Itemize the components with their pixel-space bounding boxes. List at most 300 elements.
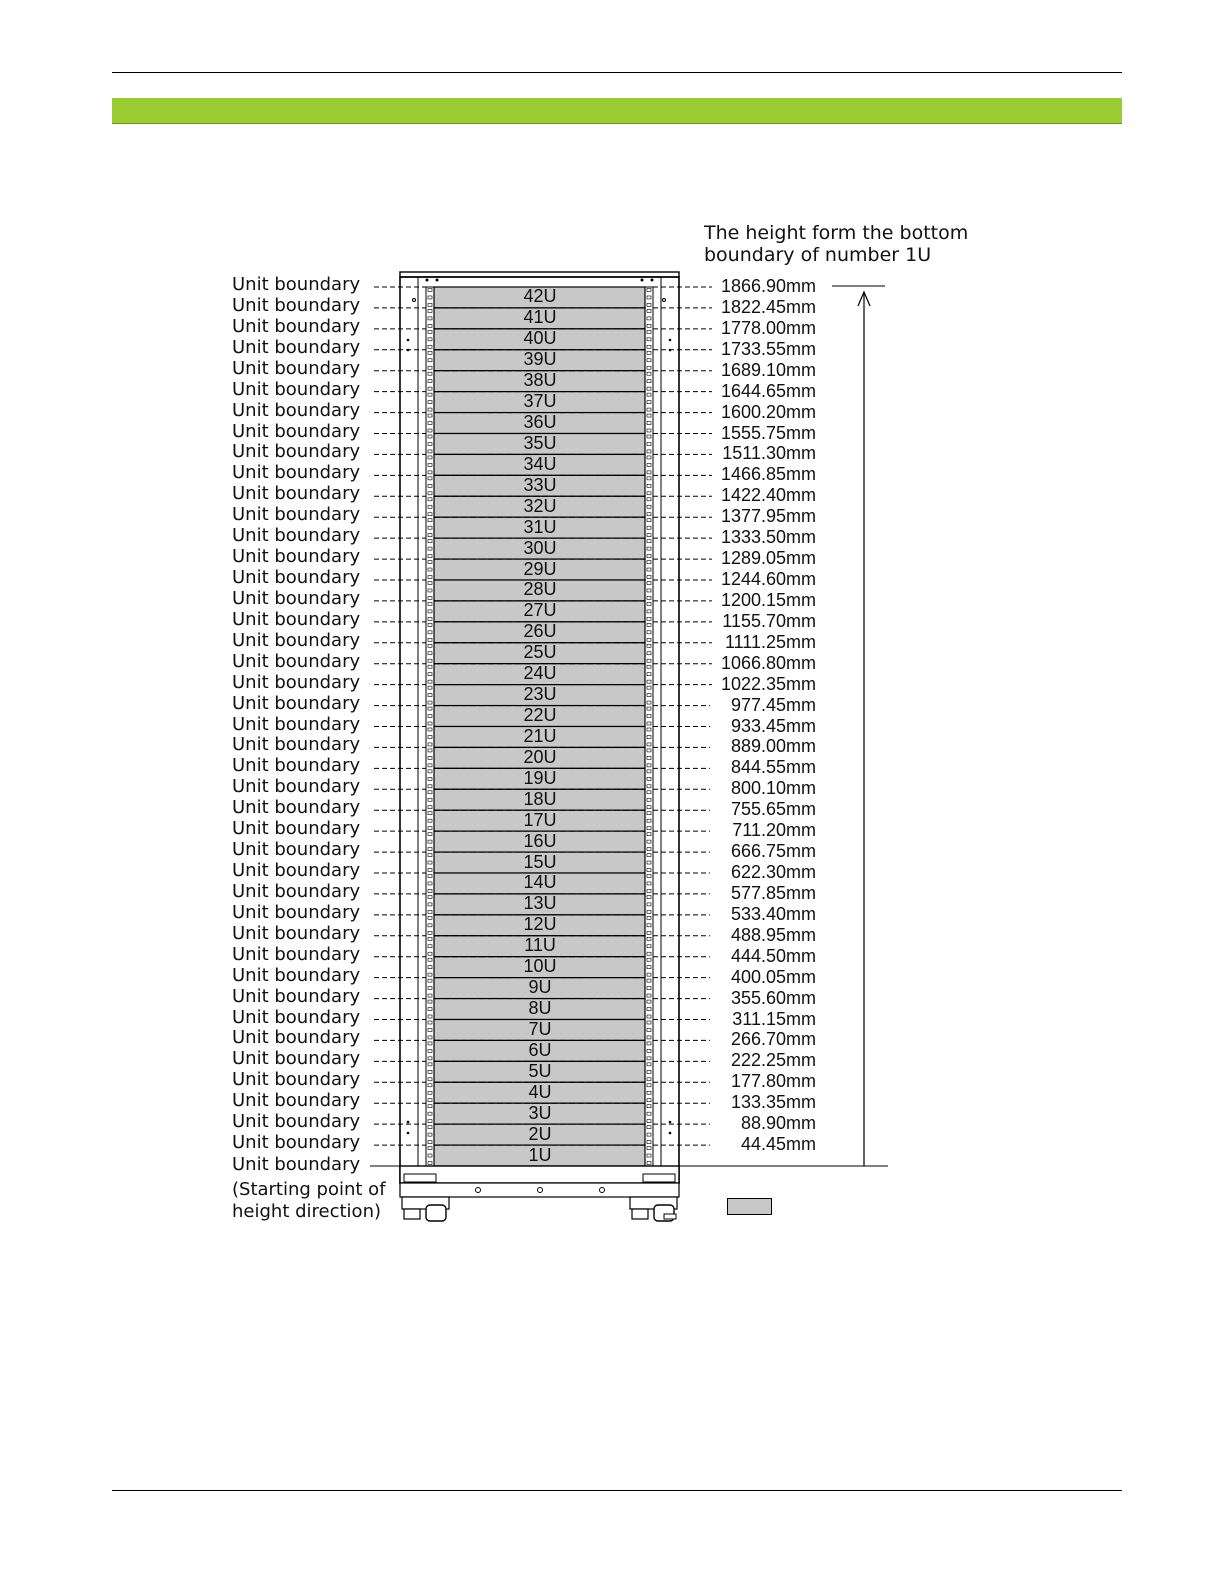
boundary-height-value: 1466.85mm <box>720 464 816 485</box>
rail-hole <box>428 827 432 830</box>
rail-hole <box>647 1084 651 1087</box>
rail-hole <box>647 1105 651 1108</box>
rail-hole <box>428 1099 432 1102</box>
rail-hole <box>647 596 651 599</box>
boundary-height-value: 88.90mm <box>740 1113 816 1134</box>
unit-number-label: 35U <box>523 432 557 453</box>
boundary-height-value: 1155.70mm <box>722 610 816 631</box>
rail-hole <box>647 1141 651 1144</box>
rail-hole <box>647 422 651 425</box>
unit-boundary-label: Unit boundary <box>232 1048 361 1070</box>
unit-boundary-label: Unit boundary <box>232 441 361 463</box>
rail-hole <box>647 861 651 864</box>
rail-hole <box>647 576 651 579</box>
rail-hole <box>428 408 432 411</box>
rail-hole <box>428 777 432 780</box>
unit-number-label: 32U <box>523 495 557 516</box>
unit-number-label: 4U <box>528 1081 552 1102</box>
rail-hole <box>647 1028 651 1031</box>
rail-hole <box>647 987 651 990</box>
rail-hole <box>647 756 651 759</box>
unit-boundary-label: Unit boundary <box>232 985 361 1007</box>
unit-boundary-label: Unit boundary <box>232 713 361 735</box>
unit-number-label: 36U <box>523 412 557 433</box>
boundary-height-value: 1022.35mm <box>720 673 816 694</box>
side-screw-dot <box>669 1132 672 1135</box>
rail-hole <box>647 1042 651 1045</box>
rail-hole <box>428 1015 432 1018</box>
right-mounting-rail <box>645 287 653 1166</box>
rail-hole <box>428 450 432 453</box>
rail-hole <box>428 889 432 892</box>
rail-hole <box>647 1021 651 1024</box>
rail-hole <box>428 1008 432 1011</box>
rail-hole <box>647 589 651 592</box>
rail-hole <box>428 513 432 516</box>
rail-hole <box>647 770 651 773</box>
rail-hole <box>428 994 432 997</box>
boundary-height-value: 711.20mm <box>732 820 816 841</box>
rail-hole <box>428 694 432 697</box>
rail-hole <box>428 791 432 794</box>
rail-hole <box>647 414 651 417</box>
unit-boundary-label: Unit boundary <box>232 901 361 923</box>
unit-boundary-label: Unit boundary <box>232 650 361 672</box>
unit-number-label: 37U <box>523 391 557 412</box>
top-screw-dot <box>651 279 654 282</box>
rail-hole <box>647 568 651 571</box>
rail-hole <box>428 743 432 746</box>
unit-number-label: 16U <box>523 830 557 851</box>
unit-boundary-label: Unit boundary <box>232 755 361 777</box>
rail-hole <box>647 827 651 830</box>
unit-number-label: 29U <box>523 558 557 579</box>
unit-boundary-label: Unit boundary <box>232 608 361 630</box>
rail-hole <box>428 903 432 906</box>
boundary-height-value: 533.40mm <box>730 903 816 924</box>
rail-hole <box>428 519 432 522</box>
rail-hole <box>428 610 432 613</box>
height-reference-note <box>704 222 968 266</box>
unit-boundary-label: Unit boundary <box>232 587 361 609</box>
rail-hole <box>647 456 651 459</box>
rail-hole <box>647 937 651 940</box>
unit-number-label: 22U <box>523 705 557 726</box>
side-screw-dot <box>413 299 416 302</box>
boundary-height-value: 44.45mm <box>740 1134 816 1155</box>
unit-number-label: 19U <box>523 767 557 788</box>
unit-boundary-label: Unit boundary <box>232 378 361 400</box>
side-screw-dot <box>407 1121 410 1124</box>
unit-boundary-label: Unit boundary <box>232 734 361 756</box>
rail-hole <box>428 289 432 292</box>
rail-hole <box>647 854 651 857</box>
rail-hole <box>428 1021 432 1024</box>
rail-hole <box>428 1126 432 1129</box>
rail-hole <box>647 638 651 641</box>
rail-hole <box>428 952 432 955</box>
side-screw-dot <box>669 1121 672 1124</box>
rail-hole <box>647 882 651 885</box>
unit-boundary-label: Unit boundary <box>232 504 361 526</box>
unit-boundary-label: Unit boundary <box>232 420 361 442</box>
boundary-height-value: 1866.90mm <box>720 276 816 296</box>
boundary-height-value: 1555.75mm <box>720 422 816 443</box>
rail-hole <box>647 707 651 710</box>
rail-hole <box>647 791 651 794</box>
boundary-height-value: 1644.65mm <box>720 380 816 401</box>
side-screw-dot <box>407 1132 410 1135</box>
rail-hole <box>647 296 651 299</box>
legend-swatch <box>727 1198 772 1215</box>
boundary-height-value: 222.25mm <box>730 1050 816 1071</box>
rail-hole <box>647 1147 651 1150</box>
unit-boundary-label: Unit boundary <box>232 1111 361 1133</box>
unit-number-label: 6U <box>528 1039 552 1060</box>
rail-hole <box>647 1099 651 1102</box>
boundary-height-value: 488.95mm <box>730 924 816 945</box>
rail-hole <box>428 848 432 851</box>
rail-hole <box>428 973 432 976</box>
rail-hole <box>428 477 432 480</box>
boundary-height-value: 1289.05mm <box>720 548 816 569</box>
rail-hole <box>428 359 432 362</box>
boundary-height-value: 622.30mm <box>730 862 816 882</box>
unit-number-label: 1U <box>528 1144 552 1165</box>
rail-hole <box>647 785 651 788</box>
starting-point-note <box>232 1179 386 1223</box>
rail-hole <box>647 916 651 919</box>
boundary-height-value: 1422.40mm <box>720 485 816 506</box>
rail-hole <box>647 324 651 327</box>
rail-hole <box>428 715 432 718</box>
boundary-height-value: 577.85mm <box>730 882 816 903</box>
boundary-height-value: 1600.20mm <box>720 401 816 422</box>
unit-boundary-label: Unit boundary <box>232 818 361 840</box>
rail-hole <box>647 764 651 767</box>
rail-hole <box>647 602 651 605</box>
rail-hole <box>428 435 432 438</box>
starting-point-note-line-2: height direction) <box>232 1201 382 1222</box>
rail-hole <box>647 498 651 501</box>
rail-hole <box>647 903 651 906</box>
rail-hole <box>428 393 432 396</box>
rail-hole <box>428 1105 432 1108</box>
rail-hole <box>428 547 432 550</box>
rail-hole <box>428 840 432 843</box>
rail-hole <box>647 952 651 955</box>
rail-hole <box>647 463 651 466</box>
side-screw-dot <box>669 339 672 342</box>
rail-hole <box>647 429 651 432</box>
left-leveling-foot <box>404 1209 420 1219</box>
unit-boundary-label: Unit boundary <box>232 1132 361 1154</box>
rail-hole <box>428 728 432 731</box>
rail-hole <box>428 931 432 934</box>
rail-hole <box>428 540 432 543</box>
rail-hole <box>428 1070 432 1073</box>
rail-hole <box>428 456 432 459</box>
unit-boundary-label: Unit boundary <box>232 880 361 902</box>
rail-hole <box>647 387 651 390</box>
unit-boundary-label: Unit boundary <box>232 462 361 484</box>
rail-hole <box>428 869 432 872</box>
unit-number-label: 38U <box>523 370 557 391</box>
rail-hole <box>647 652 651 655</box>
unit-number-label: 23U <box>523 684 557 705</box>
unit-boundary-label: Unit boundary <box>232 964 361 986</box>
boundary-height-value: 755.65mm <box>730 799 816 820</box>
rail-hole <box>428 1133 432 1136</box>
rail-hole <box>428 463 432 466</box>
boundary-height-value: 1377.95mm <box>720 506 816 527</box>
rail-hole <box>647 309 651 312</box>
rail-hole <box>647 743 651 746</box>
unit-boundary-label: Unit boundary <box>232 629 361 651</box>
unit-boundary-label: Unit boundary <box>232 567 361 588</box>
rail-hole <box>647 728 651 731</box>
start-unit-boundary-label: Unit boundary <box>232 1154 361 1175</box>
rail-hole <box>647 895 651 898</box>
rail-hole <box>428 665 432 668</box>
unit-boundary-label: Unit boundary <box>232 797 361 819</box>
rail-hole <box>428 979 432 982</box>
rail-hole <box>647 289 651 292</box>
unit-boundary-label: Unit boundary <box>232 315 361 337</box>
rail-hole <box>428 854 432 857</box>
right-caster-cap <box>664 1214 676 1219</box>
rail-hole <box>647 401 651 404</box>
rail-hole <box>428 701 432 704</box>
unit-boundary-label: Unit boundary <box>232 1027 361 1049</box>
rail-hole <box>428 1078 432 1081</box>
rail-hole <box>428 812 432 815</box>
rail-hole <box>647 694 651 697</box>
rail-hole <box>428 1147 432 1150</box>
unit-number-label: 10U <box>523 956 557 977</box>
boundary-height-value: 311.15mm <box>732 1008 816 1029</box>
rail-hole <box>428 351 432 354</box>
unit-boundary-label: Unit boundary <box>232 692 361 714</box>
rail-hole <box>428 345 432 348</box>
rail-hole <box>428 966 432 969</box>
boundary-height-value: 177.80mm <box>730 1071 816 1092</box>
rail-hole <box>647 617 651 620</box>
rail-hole <box>647 442 651 445</box>
rail-hole <box>647 1015 651 1018</box>
rail-hole <box>428 372 432 375</box>
rail-hole <box>428 806 432 809</box>
rail-hole <box>647 819 651 822</box>
unit-boundary-label: Unit boundary <box>232 776 361 798</box>
rail-hole <box>647 351 651 354</box>
rail-hole <box>428 958 432 961</box>
rail-hole <box>428 1028 432 1031</box>
rail-hole <box>428 924 432 927</box>
rail-hole <box>647 484 651 487</box>
rail-hole <box>428 680 432 683</box>
unit-number-label: 25U <box>523 642 557 663</box>
rail-hole <box>428 442 432 445</box>
rail-hole <box>647 555 651 558</box>
rail-hole <box>647 910 651 913</box>
unit-number-label: 41U <box>523 307 557 328</box>
rail-hole <box>647 1057 651 1060</box>
rail-hole <box>428 401 432 404</box>
rail-hole <box>428 589 432 592</box>
boundary-height-value: 133.35mm <box>730 1092 816 1113</box>
unit-number-label: 39U <box>523 349 557 370</box>
rail-hole <box>428 756 432 759</box>
boundary-height-value: 355.60mm <box>730 987 816 1008</box>
rail-hole <box>647 582 651 585</box>
unit-boundary-label: Unit boundary <box>232 399 361 421</box>
unit-boundary-label: Unit boundary <box>232 525 361 547</box>
rail-hole <box>428 484 432 487</box>
unit-boundary-label: Unit boundary <box>232 839 361 861</box>
rack-base <box>400 1166 679 1183</box>
rail-hole <box>647 806 651 809</box>
rail-hole <box>428 602 432 605</box>
boundary-height-value: 1822.45mm <box>720 296 816 317</box>
rail-hole <box>647 869 651 872</box>
boundary-height-value: 800.10mm <box>730 778 816 799</box>
rail-hole <box>428 568 432 571</box>
rail-hole <box>428 1057 432 1060</box>
rail-hole <box>647 644 651 647</box>
boundary-height-value: 977.45mm <box>730 694 816 715</box>
rail-hole <box>647 1078 651 1081</box>
rail-hole <box>647 317 651 320</box>
rail-hole <box>647 994 651 997</box>
top-screw-dot <box>436 279 439 282</box>
rail-hole <box>428 309 432 312</box>
rail-hole <box>428 534 432 537</box>
rail-hole <box>428 429 432 432</box>
rail-hole <box>647 1049 651 1052</box>
boundary-height-value: 1244.60mm <box>720 569 816 589</box>
rail-hole <box>647 435 651 438</box>
unit-number-label: 30U <box>523 537 557 558</box>
unit-number-label: 26U <box>523 621 557 642</box>
left-caster-wheel <box>426 1205 446 1221</box>
rail-hole <box>428 555 432 558</box>
unit-boundary-label: Unit boundary <box>232 294 361 316</box>
unit-boundary-label: Unit boundary <box>232 336 361 358</box>
boundary-height-value: 889.00mm <box>730 736 816 757</box>
rail-hole <box>647 547 651 550</box>
unit-number-label: 5U <box>528 1060 552 1081</box>
unit-number-label: 7U <box>528 1018 552 1039</box>
rail-hole <box>647 477 651 480</box>
rail-hole <box>647 665 651 668</box>
rail-hole <box>428 617 432 620</box>
rail-hole <box>428 324 432 327</box>
rail-hole <box>428 526 432 529</box>
rail-hole <box>647 393 651 396</box>
unit-boundary-label: Unit boundary <box>232 357 361 379</box>
plinth-screw <box>600 1188 605 1193</box>
rail-hole <box>428 707 432 710</box>
rail-hole <box>428 937 432 940</box>
rail-hole <box>647 1036 651 1039</box>
rail-hole <box>647 945 651 948</box>
rail-hole <box>428 414 432 417</box>
rail-hole <box>428 770 432 773</box>
unit-number-label: 17U <box>523 809 557 830</box>
boundary-height-value: 844.55mm <box>730 757 816 778</box>
rail-hole <box>428 764 432 767</box>
rail-hole <box>428 1042 432 1045</box>
rail-hole <box>647 722 651 725</box>
unit-number-label: 34U <box>523 453 557 474</box>
boundary-height-value: 1689.10mm <box>720 359 816 380</box>
unit-boundary-label: Unit boundary <box>232 671 361 693</box>
rail-hole <box>647 958 651 961</box>
rail-hole <box>428 631 432 634</box>
rail-hole <box>647 686 651 689</box>
rail-hole <box>428 561 432 564</box>
plinth-screw <box>538 1188 543 1193</box>
right-base-bracket <box>643 1174 675 1182</box>
rail-hole <box>428 1112 432 1115</box>
unit-number-label: 3U <box>528 1102 552 1123</box>
unit-number-label: 8U <box>528 998 552 1019</box>
rail-hole <box>647 513 651 516</box>
rail-hole <box>428 722 432 725</box>
rail-hole <box>647 610 651 613</box>
height-reference-note-line-1: The height form the bottom <box>704 222 969 244</box>
side-screw-dot <box>407 339 410 342</box>
rail-hole <box>647 931 651 934</box>
rail-hole <box>428 303 432 306</box>
boundary-height-value: 1200.15mm <box>720 589 816 610</box>
rail-hole <box>428 749 432 752</box>
boundary-height-value: 1066.80mm <box>720 652 816 673</box>
rail-hole <box>647 973 651 976</box>
rail-hole <box>428 387 432 390</box>
unit-number-label: 40U <box>523 328 557 349</box>
rail-hole <box>428 471 432 474</box>
unit-boundary-label: Unit boundary <box>232 943 361 965</box>
rail-hole <box>428 798 432 801</box>
rail-hole <box>647 833 651 836</box>
rail-hole <box>428 422 432 425</box>
rail-hole <box>647 492 651 495</box>
rail-hole <box>647 623 651 626</box>
left-base-bracket <box>404 1174 436 1182</box>
rail-hole <box>647 966 651 969</box>
unit-number-label: 2U <box>528 1123 552 1144</box>
rail-hole <box>428 910 432 913</box>
unit-number-label: 21U <box>523 725 557 746</box>
rail-hole <box>647 715 651 718</box>
rail-hole <box>647 680 651 683</box>
rail-hole <box>647 540 651 543</box>
rail-hole <box>647 303 651 306</box>
boundary-height-value: 1778.00mm <box>720 317 816 338</box>
rail-hole <box>428 576 432 579</box>
left-mounting-rail <box>426 287 434 1166</box>
rail-hole <box>428 1036 432 1039</box>
rail-hole <box>428 380 432 383</box>
rail-hole <box>428 916 432 919</box>
rail-hole <box>428 582 432 585</box>
rail-hole <box>428 673 432 676</box>
rail-hole <box>428 652 432 655</box>
unit-number-label: 18U <box>523 788 557 809</box>
rail-hole <box>428 623 432 626</box>
